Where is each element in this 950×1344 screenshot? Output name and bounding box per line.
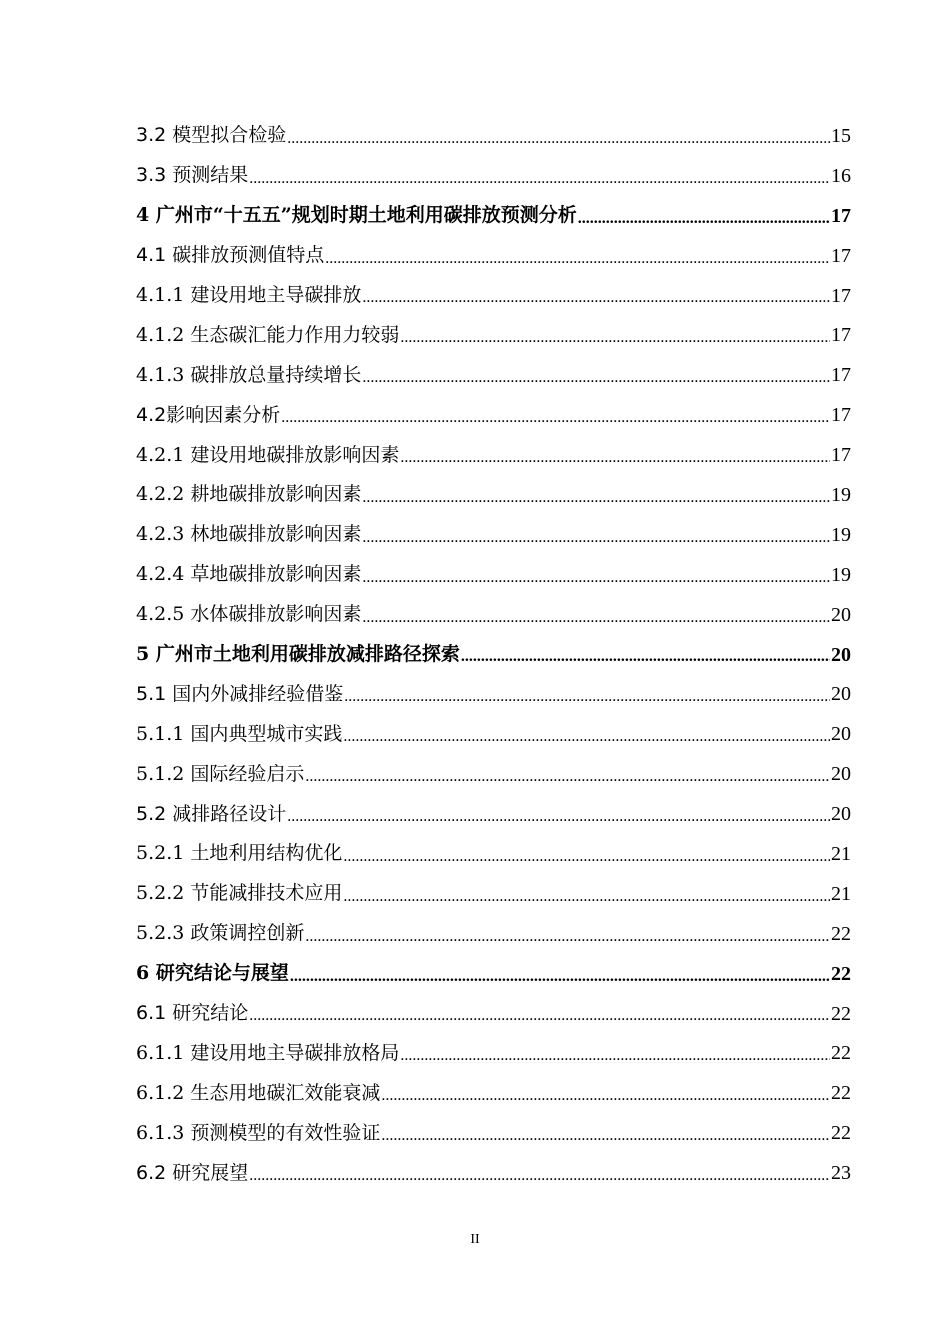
- toc-entry-page: 23: [831, 1162, 851, 1185]
- toc-entry-title: 6.1 研究结论: [136, 1002, 249, 1025]
- toc-entry-page: 17: [831, 324, 851, 347]
- toc-entry[interactable]: [136, 714, 851, 754]
- toc-entry-title: 5.2 减排路径设计: [136, 802, 287, 825]
- toc-dot-leader: [362, 290, 830, 315]
- toc-entry-page: 17: [831, 284, 851, 307]
- toc-entry-page: 20: [831, 643, 851, 666]
- toc-entry-title: 4.2.3 林地碳排放影响因素: [136, 523, 362, 546]
- toc-entry[interactable]: [136, 435, 851, 475]
- table-of-contents: [136, 116, 851, 1193]
- toc-entry-title: 3.2 模型拟合检验: [136, 124, 287, 147]
- toc-entry-page: 17: [831, 204, 851, 227]
- toc-dot-leader: [249, 171, 830, 196]
- toc-entry[interactable]: [136, 1113, 851, 1153]
- toc-entry-title: 3.3 预测结果: [136, 164, 249, 187]
- toc-entry-page: 17: [831, 364, 851, 387]
- toc-entry-title: 5.2.2 节能减排技术应用: [136, 882, 343, 905]
- toc-entry-title: 6.1.3 预测模型的有效性验证: [136, 1121, 381, 1144]
- toc-entry-title: 4.1.3 碳排放总量持续增长: [136, 363, 362, 386]
- toc-dot-leader: [362, 530, 830, 555]
- toc-entry-title: 5.2.3 政策调控创新: [136, 922, 305, 945]
- toc-entry-page: 22: [831, 1042, 851, 1065]
- toc-dot-leader: [400, 1048, 830, 1073]
- toc-entry[interactable]: [136, 515, 851, 555]
- toc-entry-title: 5.1 国内外减排经验借鉴: [136, 682, 344, 705]
- toc-entry-page: 17: [831, 444, 851, 467]
- toc-dot-leader: [362, 610, 830, 635]
- toc-entry[interactable]: [136, 635, 851, 675]
- toc-dot-leader: [381, 1128, 830, 1153]
- toc-entry-title: 4.2.1 建设用地碳排放影响因素: [136, 443, 400, 466]
- toc-entry-title: 4.2.5 水体碳排放影响因素: [136, 603, 362, 626]
- toc-entry[interactable]: [136, 874, 851, 914]
- toc-entry-title: 5 广州市土地利用碳排放减排路径探索: [136, 643, 460, 666]
- toc-entry-title: 5.2.1 土地利用结构优化: [136, 842, 343, 865]
- toc-dot-leader: [362, 570, 830, 595]
- toc-entry-title: 6.1.2 生态用地碳汇效能衰减: [136, 1081, 381, 1104]
- toc-dot-leader: [400, 330, 830, 355]
- toc-entry[interactable]: [136, 914, 851, 954]
- toc-entry-page: 15: [831, 124, 851, 147]
- toc-entry[interactable]: [136, 1033, 851, 1073]
- toc-entry-page: 19: [831, 523, 851, 546]
- toc-dot-leader: [362, 370, 830, 395]
- toc-dot-leader: [305, 929, 830, 954]
- toc-dot-leader: [362, 490, 830, 515]
- toc-entry-title: 4.1 碳排放预测值特点: [136, 244, 325, 267]
- toc-entry-page: 22: [831, 1002, 851, 1025]
- toc-dot-leader: [305, 769, 830, 794]
- toc-dot-leader: [578, 211, 830, 236]
- toc-entry[interactable]: [136, 954, 851, 994]
- toc-entry-page: 22: [831, 1122, 851, 1145]
- toc-dot-leader: [461, 649, 830, 674]
- toc-entry-title: 6 研究结论与展望: [136, 962, 289, 985]
- toc-entry-title: 4.1.1 建设用地主导碳排放: [136, 284, 362, 306]
- toc-entry[interactable]: [136, 555, 851, 595]
- toc-dot-leader: [400, 450, 830, 475]
- page-number: II: [470, 1232, 480, 1247]
- toc-entry-title: 4.2.2 耕地碳排放影响因素: [136, 483, 362, 506]
- toc-entry-title: 5.1.1 国内典型城市实践: [136, 722, 343, 745]
- toc-dot-leader: [343, 849, 830, 874]
- toc-entry[interactable]: [136, 395, 851, 435]
- toc-entry-title: 4.1.2 生态碳汇能力作用力较弱: [136, 323, 400, 346]
- toc-entry[interactable]: [136, 794, 851, 834]
- toc-entry-page: 16: [831, 164, 851, 187]
- toc-entry[interactable]: [136, 1073, 851, 1113]
- toc-dot-leader: [287, 809, 830, 834]
- toc-dot-leader: [281, 410, 830, 435]
- toc-dot-leader: [325, 251, 830, 276]
- toc-dot-leader: [287, 131, 830, 156]
- toc-entry-page: 21: [831, 882, 851, 905]
- toc-entry[interactable]: [136, 276, 851, 316]
- toc-entry-title: 4.2影响因素分析: [136, 403, 281, 426]
- toc-entry-page: 20: [831, 803, 851, 826]
- toc-entry[interactable]: [136, 994, 851, 1034]
- toc-entry[interactable]: [136, 674, 851, 714]
- toc-entry[interactable]: [136, 595, 851, 635]
- toc-entry[interactable]: [136, 355, 851, 395]
- toc-dot-leader: [344, 689, 830, 714]
- toc-entry-page: 22: [831, 1082, 851, 1105]
- toc-entry-page: 20: [831, 723, 851, 746]
- toc-entry-page: 20: [831, 683, 851, 706]
- toc-entry-page: 21: [831, 842, 851, 865]
- toc-entry-title: 6.1.1 建设用地主导碳排放格局: [136, 1041, 400, 1064]
- toc-entry[interactable]: [136, 834, 851, 874]
- toc-dot-leader: [343, 889, 830, 914]
- toc-entry-page: 19: [831, 563, 851, 586]
- toc-dot-leader: [290, 969, 830, 994]
- toc-entry-title: 4 广州市“十五五”规划时期土地利用碳排放预测分析: [136, 204, 577, 227]
- toc-entry[interactable]: [136, 236, 851, 276]
- toc-entry[interactable]: [136, 754, 851, 794]
- toc-entry-page: 17: [831, 404, 851, 427]
- toc-dot-leader: [249, 1008, 830, 1033]
- toc-dot-leader: [343, 729, 830, 754]
- toc-entry-page: 20: [831, 603, 851, 626]
- toc-entry-page: 17: [831, 244, 851, 267]
- toc-entry-title: 4.2.4 草地碳排放影响因素: [136, 563, 362, 586]
- toc-entry[interactable]: [136, 1153, 851, 1193]
- toc-entry[interactable]: [136, 116, 851, 156]
- toc-entry-page: 22: [831, 962, 851, 985]
- toc-entry[interactable]: [136, 196, 851, 236]
- toc-entry-page: 22: [831, 922, 851, 945]
- toc-entry-page: 19: [831, 483, 851, 506]
- toc-entry-page: 20: [831, 763, 851, 786]
- toc-entry-title: 6.2 研究展望: [136, 1161, 249, 1184]
- toc-entry[interactable]: [136, 156, 851, 196]
- toc-entry-title: 5.1.2 国际经验启示: [136, 762, 305, 785]
- toc-dot-leader: [249, 1168, 830, 1193]
- toc-entry[interactable]: [136, 475, 851, 515]
- toc-entry[interactable]: [136, 315, 851, 355]
- toc-dot-leader: [381, 1088, 830, 1113]
